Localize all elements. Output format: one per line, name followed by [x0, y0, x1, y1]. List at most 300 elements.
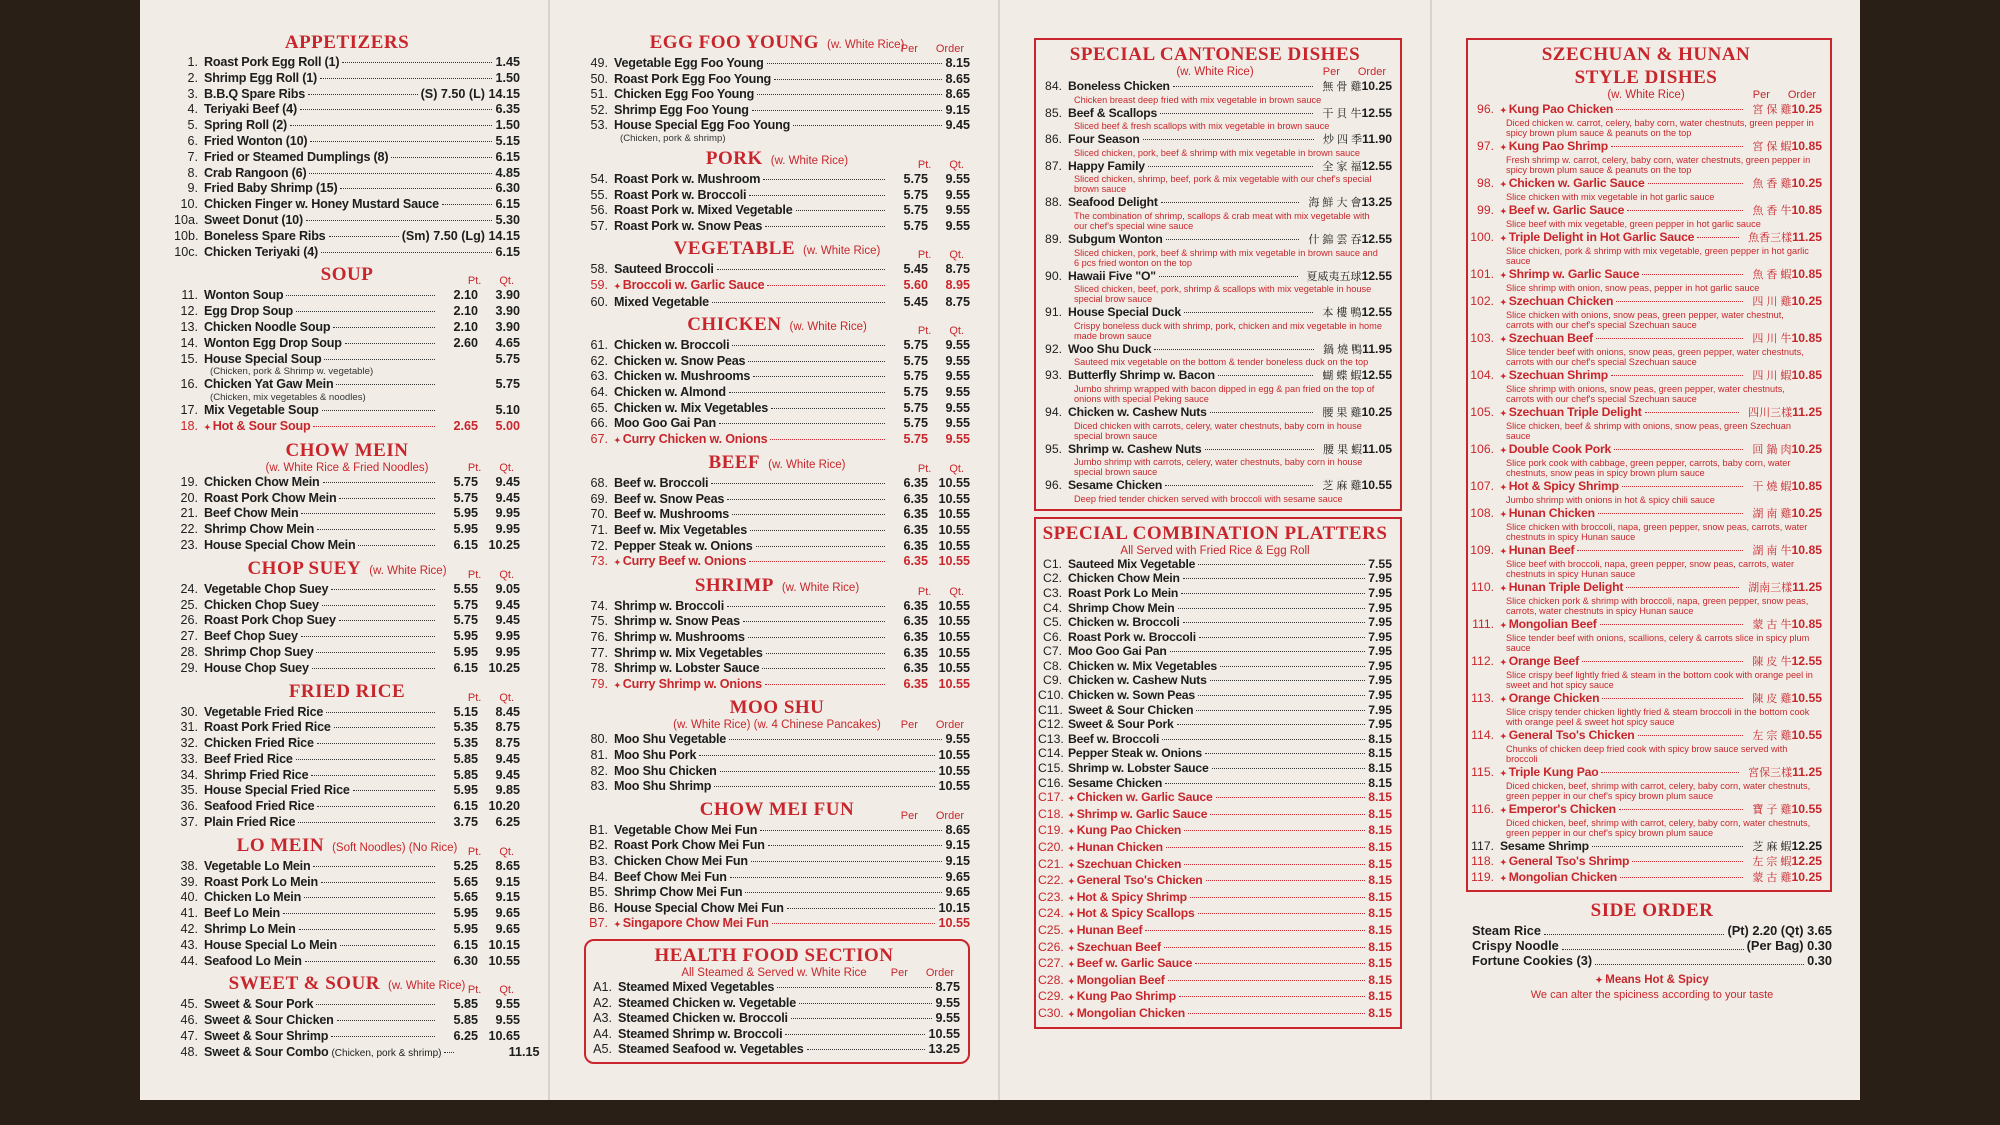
menu-section-cantonese: [1034, 38, 1402, 511]
dot-leader: [1205, 449, 1315, 450]
dot-leader: [1592, 846, 1744, 847]
item-price-quart: 8.65: [495, 858, 520, 873]
dot-leader: [768, 845, 943, 846]
item-price: 8.15: [1368, 939, 1392, 954]
column-header-1: Pt.: [917, 158, 932, 171]
item-price: 7.95: [1368, 658, 1392, 673]
column-header-1: Pt.: [917, 249, 932, 262]
menu-item: [1038, 342, 1392, 358]
section-title: CHOW MEI FUN: [699, 798, 855, 820]
dot-leader: [767, 285, 885, 286]
column-header-1: Pt.: [467, 568, 482, 581]
item-name: Chicken Chop Suey: [204, 597, 319, 612]
menu-item: [1470, 839, 1822, 854]
hot-spicy-icon: ✦: [614, 920, 621, 930]
item-number: 80.: [590, 732, 608, 747]
dot-leader: [727, 499, 885, 500]
item-price-quart: 8.75: [945, 294, 970, 309]
menu-item: [1038, 717, 1392, 732]
item-name: Roast Pork Lo Mein: [1068, 585, 1179, 600]
item-name: Chicken w. Garlic Sauce: [1508, 176, 1645, 190]
item-chinese-name: 腰 果 蝦: [1323, 443, 1363, 456]
item-number: 41.: [180, 906, 198, 921]
item-price: 8.15: [1368, 989, 1392, 1004]
item-price-quart: 9.95: [495, 644, 520, 659]
item-price: 9.15: [945, 853, 970, 868]
item-price: 11.25: [1792, 765, 1822, 779]
item-number: C21.: [1038, 856, 1064, 871]
menu-item: [174, 118, 520, 134]
item-description: Fresh shrimp w. carrot, celery, baby corn, water chestnuts, green pepper in spicy brown plum sauce & peanuts on the top: [1506, 155, 1811, 175]
column-header-2: Qt.: [949, 158, 964, 171]
dot-leader: [1183, 578, 1366, 579]
item-chinese-name: 芝 麻 雞: [1322, 480, 1362, 493]
dot-leader: [1188, 1013, 1365, 1014]
item-number: C25.: [1038, 922, 1064, 937]
menu-item: [174, 768, 520, 784]
item-number: 19.: [180, 474, 198, 489]
item-price-pint: 6.35: [903, 476, 928, 491]
item-price-pint: 5.35: [453, 720, 478, 735]
menu-section-beef: [584, 452, 970, 571]
dot-leader: [785, 1034, 925, 1035]
item-price-quart: 9.55: [945, 338, 970, 353]
column-header-1: Pt.: [917, 463, 932, 476]
item-number: 87.: [1045, 158, 1062, 173]
section-subtitle: (w. White Rice): [1176, 66, 1254, 78]
section-title: CHOP SUEY: [247, 557, 362, 579]
item-name: Seafood Fried Rice: [204, 799, 315, 814]
menu-item: [1470, 405, 1822, 421]
dot-leader: [748, 637, 885, 638]
item-price: 7.95: [1368, 585, 1392, 600]
item-chinese-name: 魚 香 雞: [1752, 178, 1792, 190]
menu-item: [584, 539, 970, 555]
menu-item: [588, 980, 960, 996]
item-chinese-name: 本 樓 鴨: [1322, 307, 1362, 320]
item-price: 1.45: [495, 55, 520, 69]
menu-section-chow-mein: [174, 440, 520, 554]
item-price: 12.55: [1361, 368, 1392, 383]
dot-leader: [1154, 349, 1314, 350]
item-name: House Special Chow Mei Fun: [614, 900, 784, 915]
item-price-quart: 10.55: [938, 645, 970, 660]
item-name: Moo Shu Chicken: [614, 763, 717, 778]
item-price-pint: 5.75: [903, 353, 928, 368]
item-description: Sliced chicken, pork, beef & shrimp with mix vegetable in brown sauce and 6 pcs fried wonton on the top: [1074, 247, 1378, 268]
dot-leader: [745, 892, 942, 893]
item-description: Slice chicken with onions, snow peas, green pepper, water chestnut, carrots with our chef's special Szechuan sauce: [1506, 310, 1784, 330]
item-price: 8.15: [1368, 761, 1392, 776]
menu-item: [1470, 691, 1822, 707]
item-price: 8.15: [1368, 790, 1392, 805]
menu-item: [1038, 857, 1392, 874]
item-price: 8.15: [1368, 889, 1392, 904]
item-name: Beef w. Garlic Sauce: [1508, 203, 1625, 217]
menu-item: [1038, 790, 1392, 807]
menu-item: [1038, 159, 1392, 175]
dot-leader: [316, 1004, 435, 1005]
item-price: 10.25: [1791, 176, 1822, 190]
menu-item: [1470, 267, 1822, 283]
menu-item: [174, 377, 520, 393]
item-description: The combination of shrimp, scallops & crab meat with mix vegetable with our chef's special wine sauce: [1074, 210, 1370, 231]
item-number: 99.: [1477, 203, 1494, 217]
item-number: 1.: [187, 55, 198, 69]
item-price-quart: 9.95: [495, 506, 520, 521]
dot-leader: [323, 482, 435, 483]
item-price: 8.65: [945, 71, 970, 86]
column-header-2: Qt.: [499, 461, 514, 474]
item-number: 40.: [180, 890, 198, 905]
item-name: Chicken Chow Mein: [204, 474, 320, 489]
item-name: Shrimp w. Mix Vegetables: [614, 645, 763, 660]
item-name: Mixed Vegetable: [614, 294, 709, 309]
item-number: 101.: [1470, 267, 1494, 281]
dot-leader: [322, 605, 435, 606]
item-name: Hot & Spicy Shrimp: [1508, 479, 1619, 493]
item-price: 12.55: [1361, 305, 1392, 320]
menu-item: [584, 885, 970, 901]
item-number: 59.: [590, 277, 608, 292]
dot-leader: [756, 546, 885, 547]
item-number: 119.: [1471, 870, 1494, 884]
item-price-pint: 6.35: [903, 645, 928, 660]
hot-spicy-icon: ✦: [1500, 584, 1507, 593]
item-chinese-name: 四 川 牛: [1752, 333, 1792, 345]
item-number: 55.: [590, 187, 608, 202]
dot-leader: [310, 141, 492, 142]
menu-item: [1038, 601, 1392, 616]
menu-item: [1038, 703, 1392, 718]
hot-spicy-icon: ✦: [1595, 975, 1606, 985]
hot-spicy-icon: ✦: [614, 558, 621, 568]
item-chinese-name: 什 錦 雲 吞: [1308, 233, 1362, 246]
item-price: 11.05: [1362, 441, 1392, 456]
item-name: Shrimp w. Garlic Sauce: [1508, 267, 1640, 281]
item-price: 10.85: [1791, 331, 1822, 345]
menu-item: [584, 338, 970, 354]
item-number: 117.: [1471, 839, 1494, 853]
dot-leader: [1198, 695, 1365, 696]
dot-leader: [311, 775, 435, 776]
item-price-pint: 5.75: [453, 597, 478, 612]
menu-item: [1038, 571, 1392, 586]
item-number: 62.: [590, 353, 608, 368]
item-price-pint: 5.45: [903, 294, 928, 309]
item-price: 6.15: [495, 197, 520, 212]
section-title: APPETIZERS: [284, 32, 410, 53]
item-chinese-name: 四 川 雞: [1752, 296, 1792, 308]
hot-spicy-icon: ✦: [1068, 960, 1075, 970]
item-name: Roast Pork Fried Rice: [204, 720, 331, 735]
item-price-quart: 3.90: [495, 304, 520, 319]
item-number: 65.: [590, 400, 608, 415]
item-price: 10.55: [928, 1026, 960, 1041]
menu-item: [1038, 132, 1392, 148]
hot-spicy-icon: ✦: [1500, 271, 1507, 280]
menu-item: [1038, 973, 1392, 990]
item-number: C2.: [1043, 571, 1062, 586]
dot-leader: [1210, 814, 1365, 815]
item-number: C24.: [1038, 906, 1064, 921]
item-description: Slice chicken with mix vegetable in hot garlic sauce: [1506, 192, 1715, 202]
dot-leader: [317, 806, 435, 807]
dot-leader: [763, 179, 885, 180]
dot-leader: [796, 210, 886, 211]
hot-spicy-icon: ✦: [1500, 207, 1507, 216]
item-name: Kung Pao Chicken: [1076, 823, 1182, 838]
dot-leader: [1645, 412, 1740, 413]
item-name: Kung Pao Shrimp: [1508, 139, 1608, 153]
item-price: 7.55: [1368, 556, 1392, 571]
item-name: Hunan Triple Delight: [1508, 580, 1624, 594]
dot-leader: [1212, 768, 1366, 769]
item-price-quart: 8.75: [495, 736, 520, 751]
dot-leader: [340, 945, 435, 946]
menu-item: [1470, 765, 1822, 781]
item-number: 37.: [180, 815, 198, 830]
menu-item: [1470, 442, 1822, 458]
menu-item: [1038, 659, 1392, 674]
dot-leader: [1638, 735, 1744, 736]
item-price-pint: 6.35: [903, 598, 928, 613]
menu-section-szechuan: [1466, 38, 1832, 892]
menu-panel-3: [1000, 0, 1432, 1100]
menu-item: [584, 661, 970, 677]
item-number: 86.: [1045, 132, 1062, 147]
item-price-pint: 5.85: [453, 1013, 478, 1028]
item-number: C7.: [1043, 644, 1062, 659]
item-note: (Chicken, pork & Shrimp w. vegetable): [210, 366, 374, 378]
dot-leader: [1598, 513, 1744, 514]
item-number: 57.: [590, 218, 608, 233]
item-name: Chicken w. Mix Vegetables: [1068, 658, 1217, 673]
dot-leader: [1544, 920, 1724, 935]
item-price-quart: 10.55: [938, 538, 970, 553]
menu-item: [1470, 294, 1822, 310]
item-number: C23.: [1038, 889, 1064, 904]
dot-leader: [1611, 146, 1743, 147]
dot-leader: [729, 739, 942, 740]
hot-spicy-icon: ✦: [1500, 372, 1507, 381]
item-number: 113.: [1471, 691, 1494, 705]
column-header-1: Pt.: [917, 325, 932, 338]
section-note: (w. White Rice): [789, 321, 867, 334]
hot-spicy-icon: ✦: [1068, 810, 1075, 820]
item-inline-note: (Chicken, pork & shrimp): [331, 1047, 442, 1059]
menu-item: [584, 56, 970, 72]
menu-item: [174, 522, 520, 538]
dot-leader: [333, 327, 435, 328]
menu-item: [174, 245, 520, 261]
dot-leader: [320, 78, 492, 79]
item-price: 10.55: [1361, 478, 1392, 493]
item-price: 9.55: [935, 1011, 960, 1026]
item-name: Steamed Mixed Vegetables: [618, 979, 775, 994]
menu-item: [174, 1013, 520, 1029]
section-title: VEGETABLE: [673, 238, 796, 260]
item-price-pint: 6.35: [903, 523, 928, 538]
menu-item: [584, 646, 970, 662]
item-number: 116.: [1471, 802, 1494, 816]
section-header: [1470, 44, 1822, 66]
item-price-pint: 6.35: [903, 554, 928, 569]
item-price: (Sm) 7.50 (Lg) 14.15: [401, 228, 520, 243]
item-name: Singapore Chow Mei Fun: [622, 916, 769, 931]
item-price-quart: 10.20: [488, 799, 520, 814]
dot-leader: [339, 620, 435, 621]
item-price: 8.15: [1368, 956, 1392, 971]
hot-spicy-icon: ✦: [1500, 446, 1507, 455]
dot-leader: [308, 94, 418, 95]
menu-item: [1038, 923, 1392, 940]
item-price-quart: 3.90: [495, 319, 520, 334]
item-price: 10.15: [938, 900, 970, 915]
item-name: General Tso's Shrimp: [1508, 854, 1630, 868]
item-number: B3.: [589, 853, 608, 868]
item-number: 10a.: [174, 212, 199, 227]
menu-item: [1470, 230, 1822, 246]
menu-item: [174, 629, 520, 645]
section-header: [584, 697, 970, 719]
item-chinese-name: 宮 保 蝦: [1752, 141, 1792, 153]
menu-item: [174, 475, 520, 491]
item-price: 6.35: [495, 102, 520, 117]
item-price: 13.25: [928, 1042, 960, 1057]
menu-item: [1038, 405, 1392, 421]
menu-item: [1038, 106, 1392, 122]
item-description: Jumbo shrimp wrapped with bacon dipped in egg & pan fried on the top of onions with special Peking sauce: [1074, 383, 1375, 404]
item-name: Fried Baby Shrimp (15): [204, 181, 338, 196]
item-price-quart: 3.90: [495, 288, 520, 303]
menu-item: [1470, 203, 1822, 219]
dot-leader: [772, 923, 936, 924]
dot-leader: [1627, 210, 1743, 211]
item-name: Vegetable Fried Rice: [204, 704, 324, 719]
menu-item: [1038, 615, 1392, 630]
item-price-pint: 6.35: [903, 538, 928, 553]
item-price-pint: 6.15: [453, 660, 478, 675]
item-number: C8.: [1043, 658, 1062, 673]
item-name: Beef w. Broccoli: [614, 476, 709, 491]
item-price: 10.25: [1791, 294, 1822, 308]
item-number: 90.: [1045, 268, 1062, 283]
menu-item: [174, 336, 520, 352]
dot-leader: [321, 882, 435, 883]
item-number: 96.: [1477, 102, 1494, 116]
dot-leader: [771, 408, 885, 409]
item-name: Chicken Teriyaki (4): [204, 244, 319, 259]
item-price: 10.25: [1361, 404, 1392, 419]
item-description: Jumbo shrimp with onions in hot & spicy chili sauce: [1506, 495, 1715, 505]
menu-item: [584, 476, 970, 492]
dot-leader: [342, 62, 492, 63]
item-name: Vegetable Egg Foo Young: [614, 56, 764, 70]
item-name: House Special Lo Mein: [204, 937, 337, 952]
dot-leader: [1198, 564, 1365, 565]
hot-spicy-icon: ✦: [1500, 298, 1507, 307]
item-number: 75.: [590, 614, 608, 629]
spiciness-note: We can alter the spiciness according to your taste: [1530, 989, 1774, 1001]
column-header-1: Per: [1322, 66, 1340, 78]
dot-leader: [787, 908, 936, 909]
item-description: Chicken breast deep fried with mix vegetable in brown sauce: [1074, 94, 1322, 105]
dot-leader: [1210, 680, 1366, 681]
item-number: 81.: [590, 748, 608, 762]
item-number: C19.: [1038, 823, 1064, 838]
menu-item: [588, 996, 960, 1012]
item-name: B.B.Q Spare Ribs: [204, 86, 306, 101]
item-number: 16.: [180, 377, 198, 392]
item-name: Beef Chow Mei Fun: [614, 869, 727, 884]
item-name: Shrimp Chow Mein: [1068, 600, 1175, 615]
item-price-quart: 9.55: [945, 187, 970, 202]
item-description: Diced chicken, beef, shrimp with carrot, celery, baby corn, water chestnuts, green pepper in our chef's spicy brown plum sauce: [1506, 818, 1811, 838]
item-price-pint: 5.85: [453, 751, 478, 766]
dot-leader: [313, 866, 435, 867]
item-description: Sliced beef & fresh scallops with mix vegetable in brown sauce: [1074, 121, 1330, 132]
item-number: 3.: [187, 86, 198, 101]
item-name: Mix Vegetable Soup: [204, 403, 319, 418]
item-number: 4.: [187, 102, 198, 117]
item-price: 5.15: [495, 133, 520, 148]
dot-leader: [1218, 375, 1313, 376]
item-price-quart: 10.55: [938, 661, 970, 676]
menu-item: [584, 854, 970, 870]
item-number: 12.: [180, 304, 198, 319]
item-name: Chicken w. Cashew Nuts: [1068, 404, 1207, 419]
dot-leader: [301, 636, 435, 637]
item-price-quart: 10.55: [938, 491, 970, 506]
dot-leader: [752, 110, 943, 111]
item-number: 52.: [590, 102, 608, 117]
item-name: Happy Family: [1068, 158, 1145, 173]
item-price: 12.25: [1791, 839, 1822, 853]
item-number: 68.: [590, 476, 608, 491]
item-price-pint: 6.35: [903, 614, 928, 629]
item-price: 8.15: [945, 56, 970, 70]
dot-leader: [749, 195, 885, 196]
item-description: Slice shrimp with onions, snow peas, green pepper, water chestnuts, carrots with our chef's special Szechuan sauce: [1506, 384, 1785, 404]
dot-leader: [1179, 996, 1365, 997]
item-name: Kung Pao Shrimp: [1076, 989, 1176, 1004]
menu-item: [1470, 802, 1822, 818]
hot-spicy-icon: ✦: [1500, 234, 1507, 243]
item-chinese-name: 無 骨 雞: [1322, 81, 1362, 93]
dot-leader: [1611, 375, 1743, 376]
section-title: SWEET & SOUR: [228, 973, 381, 995]
item-number: A5.: [593, 1042, 612, 1057]
item-price-quart: 10.25: [488, 660, 520, 675]
menu-item: [584, 188, 970, 204]
item-price: 8.75: [935, 979, 960, 994]
menu-item: [174, 736, 520, 752]
item-number: 108.: [1470, 506, 1494, 520]
dot-leader: [762, 668, 885, 669]
dot-leader: [1190, 897, 1365, 898]
dot-leader: [299, 929, 435, 930]
menu-item: [584, 901, 970, 917]
item-price: 9.65: [945, 885, 970, 900]
dot-leader: [1614, 449, 1743, 450]
menu-item: [584, 554, 970, 571]
item-description: Deep fried tender chicken served with broccoli with sesame sauce: [1074, 493, 1343, 504]
item-price: 12.55: [1361, 268, 1392, 283]
section-title: HEALTH FOOD SECTION: [654, 944, 894, 966]
column-header-2: Order: [935, 809, 964, 822]
section-header: [174, 32, 520, 54]
